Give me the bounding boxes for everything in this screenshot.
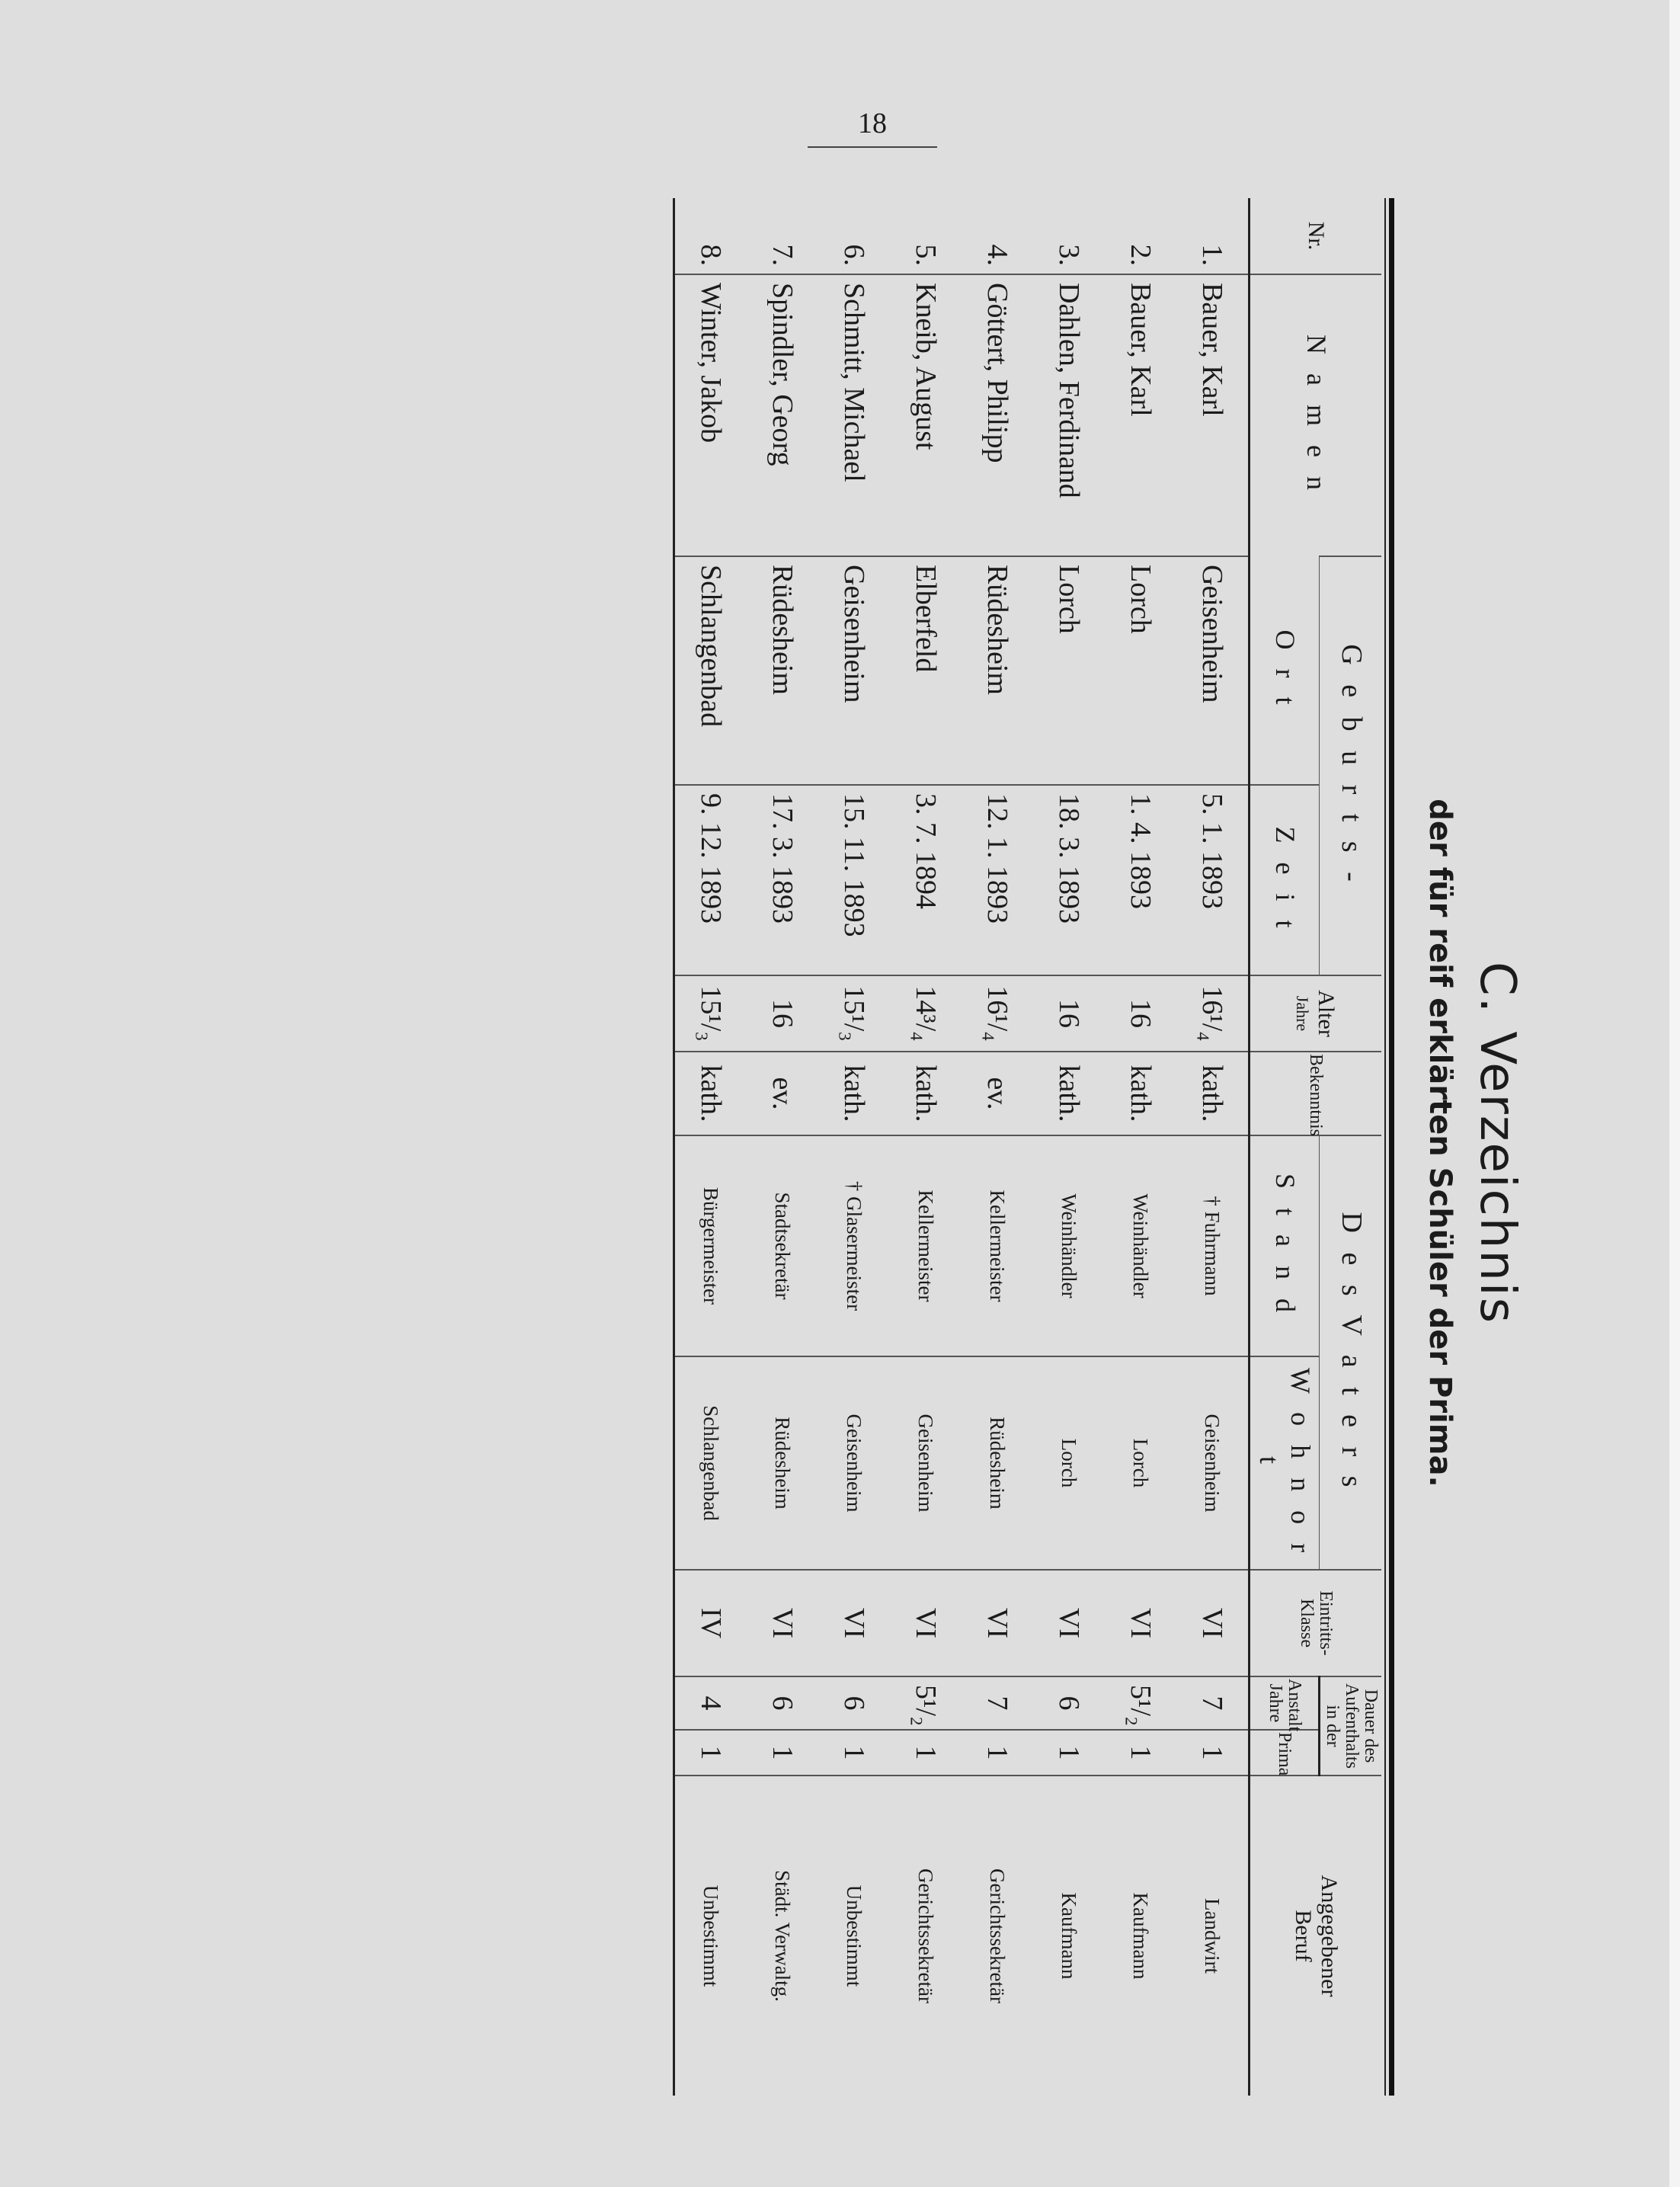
row-geburtsort: Rüdesheim — [747, 556, 818, 785]
row-name: Dahlen, Ferdinand — [1033, 274, 1105, 556]
row-alter: 16¹/₄ — [1176, 975, 1250, 1052]
row-geburtszeit: 18. 3. 1893 — [1033, 785, 1105, 975]
header-namen: N a m e n — [1249, 274, 1381, 556]
header-alter — [1249, 975, 1381, 1052]
table-row — [962, 198, 1033, 2096]
row-nr: 3. — [1052, 244, 1085, 266]
row-dauer-prima: 1 — [962, 1730, 1033, 1776]
header-dauer-line3: in der — [1322, 1705, 1342, 1747]
row-nr: 6. — [837, 244, 870, 266]
row-eintrittsklasse: VI — [962, 1570, 1033, 1676]
table-row — [747, 198, 818, 2096]
header-alter-unit: Jahre — [1293, 995, 1313, 1032]
row-geburtszeit: 1. 4. 1893 — [1105, 785, 1176, 975]
row-vater-wohnort: Lorch — [1105, 1356, 1176, 1570]
row-vater-wohnort: Schlangenbad — [674, 1356, 747, 1570]
row-eintrittsklasse: VI — [890, 1570, 962, 1676]
row-name: Spindler, Georg — [747, 274, 818, 556]
table-row — [890, 198, 962, 2096]
table-row — [1105, 198, 1176, 2096]
row-bekenntnis: kath. — [818, 1052, 890, 1135]
row-vater-stand: Kellermeister — [890, 1135, 962, 1356]
row-eintrittsklasse: VI — [1105, 1570, 1176, 1676]
row-beruf: Kaufmann — [1105, 1776, 1176, 2096]
row-dauer-prima: 1 — [747, 1730, 818, 1776]
row-geburtsort: Rüdesheim — [962, 556, 1033, 785]
page-number: 18 — [808, 107, 937, 148]
row-vater-wohnort: Rüdesheim — [747, 1356, 818, 1570]
row-vater-stand: Stadtsekretär — [747, 1135, 818, 1356]
row-alter: 15¹/₃ — [674, 975, 747, 1052]
row-eintrittsklasse: IV — [674, 1570, 747, 1676]
row-geburtszeit: 12. 1. 1893 — [962, 785, 1033, 975]
row-geburtszeit: 17. 3. 1893 — [747, 785, 818, 975]
row-vater-wohnort: Geisenheim — [1176, 1356, 1250, 1570]
row-vater-stand: Bürgermeister — [674, 1135, 747, 1356]
scan-edge — [1669, 0, 1680, 2187]
row-name: Kneib, August — [890, 274, 962, 556]
row-alter: 14³/₄ — [890, 975, 962, 1052]
row-nr: 2. — [1124, 244, 1157, 266]
header-stand: S t a n d — [1249, 1135, 1320, 1356]
row-dauer-anstalt: 6 — [818, 1676, 890, 1730]
row-bekenntnis: kath. — [1176, 1052, 1250, 1135]
row-name: Göttert, Philipp — [962, 274, 1033, 556]
row-dauer-anstalt: 6 — [1033, 1676, 1105, 1730]
row-vater-stand: Kellermeister — [962, 1135, 1033, 1356]
row-geburtsort: Lorch — [1033, 556, 1105, 785]
row-dauer-anstalt: 7 — [962, 1676, 1033, 1730]
row-geburtszeit: 5. 1. 1893 — [1176, 785, 1250, 975]
table-row — [818, 198, 890, 2096]
header-wohnort: W o h n o r t — [1249, 1356, 1320, 1570]
header-dauer — [1320, 1676, 1381, 1776]
row-dauer-prima: 1 — [890, 1730, 962, 1776]
header-zeit: Z e i t — [1249, 785, 1320, 975]
row-geburtszeit: 15. 11. 1893 — [818, 785, 890, 975]
header-nr: Nr. — [1249, 198, 1381, 274]
row-geburtsort: Geisenheim — [1176, 556, 1250, 785]
row-nr: 1. — [1195, 244, 1228, 266]
row-vater-wohnort: Geisenheim — [890, 1356, 962, 1570]
row-nr: 4. — [981, 244, 1013, 266]
header-dauer-unit: Jahre — [1265, 1683, 1285, 1723]
header-eintritts: Eintritts- — [1316, 1590, 1336, 1656]
header-anstalt — [1249, 1676, 1320, 1730]
row-bekenntnis: ev. — [962, 1052, 1033, 1135]
row-dauer-prima: 1 — [1105, 1730, 1176, 1776]
row-nr: 7. — [766, 244, 798, 266]
row-alter: 16¹/₄ — [962, 975, 1033, 1052]
row-name: Bauer, Karl — [1105, 274, 1176, 556]
row-geburtsort: Elberfeld — [890, 556, 962, 785]
row-dauer-anstalt: 4 — [674, 1676, 747, 1730]
row-dauer-anstalt: 6 — [747, 1676, 818, 1730]
row-name: Winter, Jakob — [674, 274, 747, 556]
row-beruf: Städt. Verwaltg. — [747, 1776, 818, 2096]
header-alter-label: Alter — [1313, 990, 1339, 1037]
header-dauer-line1: Dauer des — [1361, 1689, 1381, 1763]
row-vater-wohnort: Geisenheim — [818, 1356, 890, 1570]
row-alter: 16 — [747, 975, 818, 1052]
row-name: Schmitt, Michael — [818, 274, 890, 556]
document-subheading: der für reif erklärten Schüler der Prima. — [1422, 799, 1458, 1487]
graduates-table — [673, 198, 1381, 2096]
header-anstalt-label: Anstalt — [1284, 1679, 1304, 1732]
row-vater-stand: † Glasermeister — [818, 1135, 890, 1356]
heading-rule-thick — [1389, 198, 1394, 2096]
table-body — [674, 198, 1249, 2096]
rotated-page-content — [156, 152, 1528, 2134]
row-dauer-prima: 1 — [674, 1730, 747, 1776]
row-eintrittsklasse: VI — [747, 1570, 818, 1676]
header-beruf-label: Beruf — [1290, 1910, 1316, 1962]
row-geburtsort: Schlangenbad — [674, 556, 747, 785]
row-vater-stand: Weinhändler — [1033, 1135, 1105, 1356]
row-vater-stand: Weinhändler — [1105, 1135, 1176, 1356]
row-eintrittsklasse: VI — [1176, 1570, 1250, 1676]
row-geburtszeit: 9. 12. 1893 — [674, 785, 747, 975]
header-prima: Prima — [1249, 1730, 1320, 1776]
heading-rule-thin — [1384, 198, 1386, 2096]
row-eintrittsklasse: VI — [1033, 1570, 1105, 1676]
row-beruf: Unbestimmt — [674, 1776, 747, 2096]
row-bekenntnis: kath. — [674, 1052, 747, 1135]
row-beruf: Gerichtssekretär — [890, 1776, 962, 2096]
header-bekenntnis: Bekenntnis — [1249, 1052, 1381, 1135]
row-beruf: Gerichtssekretär — [962, 1776, 1033, 2096]
row-alter: 16 — [1033, 975, 1105, 1052]
header-geburts: G e b u r t s - — [1320, 556, 1381, 975]
row-geburtszeit: 3. 7. 1894 — [890, 785, 962, 975]
table-row — [1033, 198, 1105, 2096]
row-dauer-prima: 1 — [1033, 1730, 1105, 1776]
header-des-vaters: D e s V a t e r s — [1320, 1135, 1381, 1570]
header-beruf — [1249, 1776, 1381, 2096]
row-alter: 15¹/₃ — [818, 975, 890, 1052]
row-bekenntnis: kath. — [1033, 1052, 1105, 1135]
row-geburtsort: Geisenheim — [818, 556, 890, 785]
row-bekenntnis: kath. — [1105, 1052, 1176, 1135]
row-dauer-prima: 1 — [1176, 1730, 1250, 1776]
document-heading: C. Verzeichnis — [1469, 961, 1525, 1325]
table-row — [1176, 198, 1250, 2096]
header-angegebener: Angegebener — [1317, 1875, 1342, 1997]
row-alter: 16 — [1105, 975, 1176, 1052]
row-vater-wohnort: Rüdesheim — [962, 1356, 1033, 1570]
header-ort: O r t — [1249, 556, 1320, 785]
row-bekenntnis: kath. — [890, 1052, 962, 1135]
header-eintritts-klasse — [1249, 1570, 1381, 1676]
header-klasse: Klasse — [1296, 1599, 1317, 1647]
row-nr: 5. — [909, 244, 942, 266]
row-beruf: Landwirt — [1176, 1776, 1250, 2096]
row-beruf: Kaufmann — [1033, 1776, 1105, 2096]
row-vater-wohnort: Lorch — [1033, 1356, 1105, 1570]
row-beruf: Unbestimmt — [818, 1776, 890, 2096]
header-dauer-line2: Aufenthalts — [1341, 1683, 1362, 1769]
row-eintrittsklasse: VI — [818, 1570, 890, 1676]
table-row — [674, 198, 747, 2096]
row-dauer-anstalt: 5¹/₂ — [890, 1676, 962, 1730]
row-nr: 8. — [674, 198, 747, 274]
row-bekenntnis: ev. — [747, 1052, 818, 1135]
row-geburtsort: Lorch — [1105, 556, 1176, 785]
row-dauer-prima: 1 — [818, 1730, 890, 1776]
row-name: Bauer, Karl — [1176, 274, 1250, 556]
row-dauer-anstalt: 5¹/₂ — [1105, 1676, 1176, 1730]
row-dauer-anstalt: 7 — [1176, 1676, 1250, 1730]
row-vater-stand: † Fuhrmann — [1176, 1135, 1250, 1356]
